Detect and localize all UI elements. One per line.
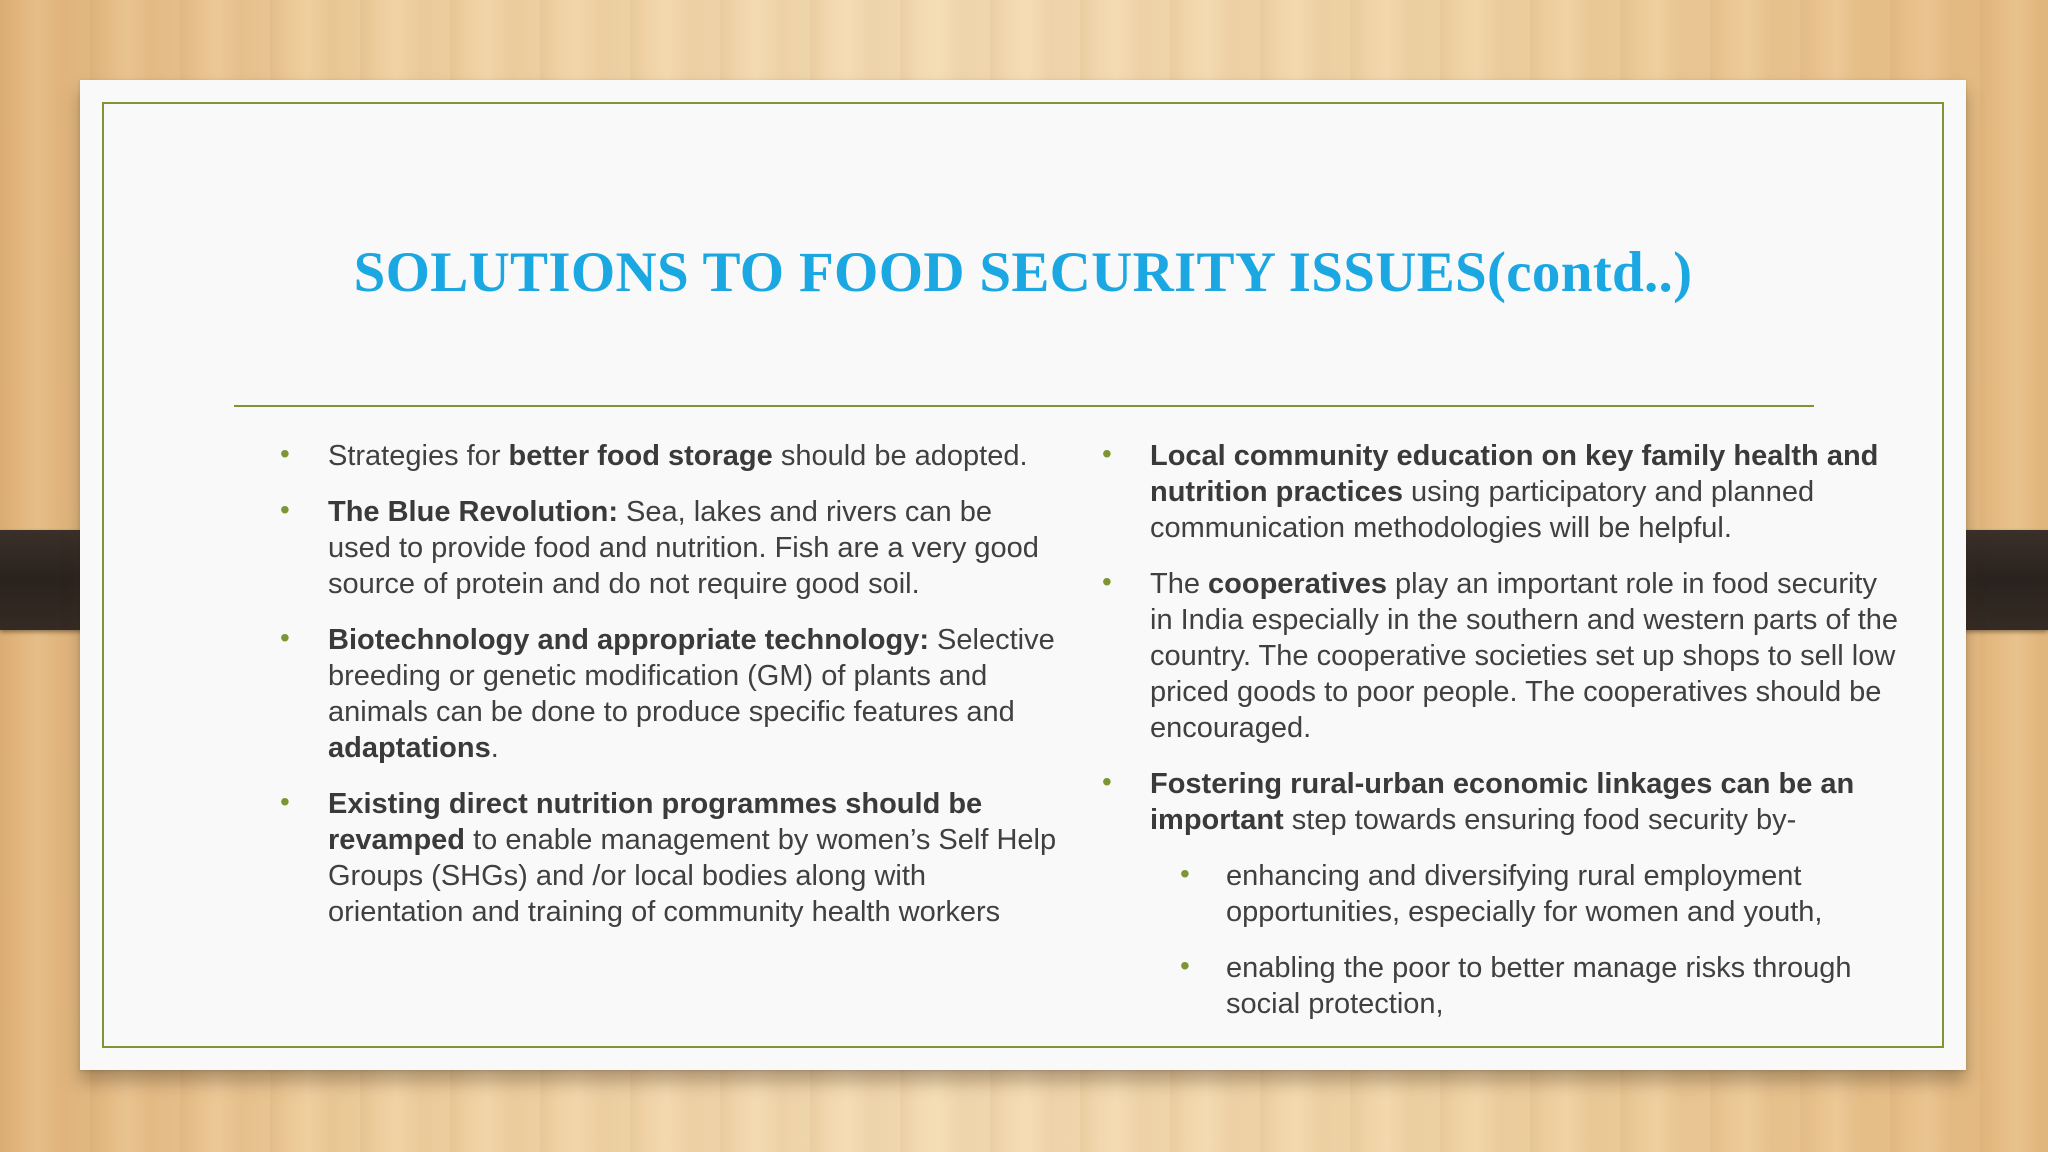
- bullet-cooperatives: [1102, 566, 1902, 746]
- bullet-text: .: [490, 732, 499, 764]
- bullet-text: Sea, lakes and rivers can be used to provide food and nutrition. Fish are a very good source of protein and do not require good soil.: [328, 496, 1039, 600]
- bullet-emphasis: cooperatives: [1208, 568, 1387, 600]
- bullet-text: The: [1150, 568, 1209, 600]
- bullet-community-education: [1102, 438, 1902, 546]
- bullet-text: Selective breeding or genetic modification (GM) of plants and animals can be done to produce specific features and: [328, 624, 1055, 728]
- title-divider: [234, 405, 1814, 407]
- slide-title: SOLUTIONS TO FOOD SECURITY ISSUES(contd..): [353, 241, 1693, 304]
- bullet-emphasis: Existing direct nutrition programmes should be revamped: [328, 788, 983, 856]
- bullet-text: should be adopted.: [772, 440, 1028, 472]
- bullet-text: using participatory and planned communication methodologies will be helpful.: [1150, 476, 1815, 544]
- bullet-emphasis: Local community education on key family health and nutrition practices: [1150, 440, 1879, 508]
- bullet-text: Strategies for: [328, 440, 509, 472]
- bullet-blue-revolution: [280, 494, 1060, 602]
- bullet-text: play an important role in food security in India especially in the southern and western parts of the country. The cooperative societies set up shops to sell low priced goods to poor people. The cooperatives should be encouraged.: [1150, 568, 1899, 744]
- slide-card: [80, 80, 1966, 1070]
- sub-bullet-rural-employment: • enhancing and diversifying rural employment opportunities, especially for women and youth,: [1180, 858, 1902, 930]
- bullet-emphasis: adaptations: [328, 732, 491, 764]
- bullet-emphasis: Biotechnology and appropriate technology:: [328, 624, 929, 656]
- bullet-food-storage: [280, 438, 1060, 474]
- sub-bullet-list: [1150, 858, 1902, 1022]
- bullet-nutrition-programmes: [280, 786, 1060, 930]
- left-bullet-list: [280, 438, 1060, 950]
- bullet-emphasis: The Blue Revolution:: [328, 496, 618, 528]
- sub-bullet-social-protection: • enabling the poor to better manage risks through social protection,: [1180, 950, 1902, 1022]
- bullet-emphasis: Fostering rural-urban economic linkages can be an important: [1150, 768, 1855, 836]
- bullet-biotechnology: [280, 622, 1060, 766]
- bullet-emphasis: better food storage: [508, 440, 773, 472]
- bullet-text: to enable management by women’s Self Help Groups (SHGs) and /or local bodies along with orientation and training of community health workers: [328, 824, 1057, 928]
- right-bullet-list: [1102, 438, 1902, 1042]
- bullet-text: step towards ensuring food security by-: [1283, 804, 1797, 836]
- bullet-rural-urban-linkages: [1102, 766, 1902, 1022]
